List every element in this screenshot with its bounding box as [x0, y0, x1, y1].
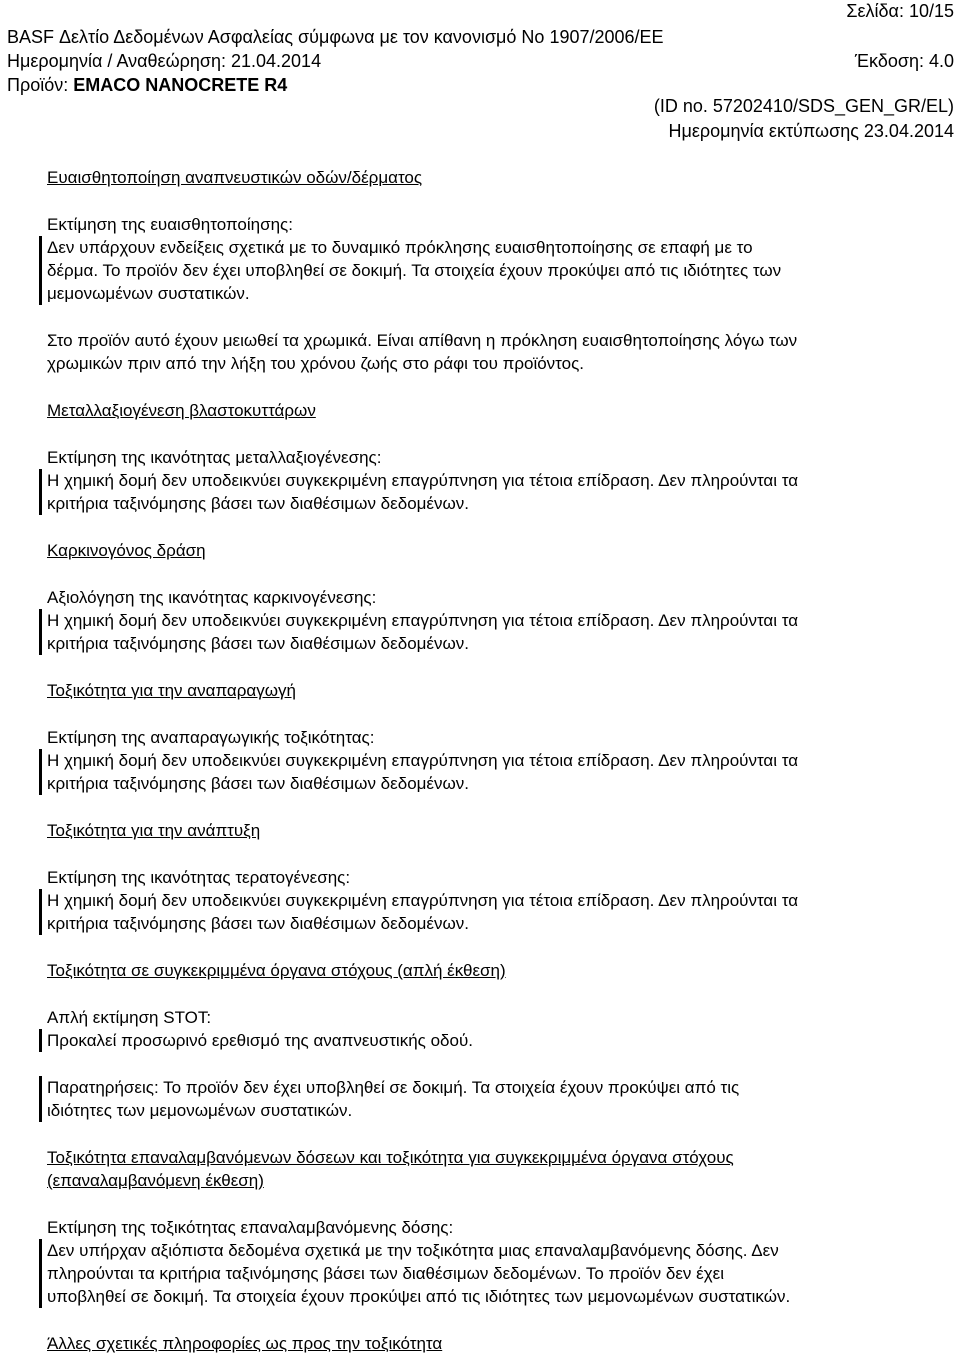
print-date: Ημερομηνία εκτύπωσης 23.04.2014: [668, 121, 954, 141]
page-number: Σελίδα: 10/15: [846, 1, 954, 21]
document-header: [0, 0, 960, 150]
text-line: Δεν υπήρχαν αξιόπιστα δεδομένα σχετικά με την τοξικότητα μιας επαναλαμβανόμενης δόσης. Δεν: [47, 1241, 779, 1260]
revision-date: Ημερομηνία / Αναθεώρηση: 21.04.2014: [7, 51, 322, 71]
text-line: πληρούνται τα κριτήρια ταξινόμησης βάσει των διαθέσιμων δεδομένων. Το προϊόν δεν έχει: [47, 1264, 724, 1283]
text-line: υποβληθεί σε δοκιμή. Τα στοιχεία έχουν προκύψει από τις ιδιότητες των μεμονωμένων συστατικών.: [47, 1287, 791, 1306]
section-heading-stot-single: Τοξικότητα σε συγκεκριμμένα όργανα στόχους (απλή έκθεση): [47, 961, 506, 980]
assessment-text: [39, 609, 947, 655]
assessment-label: Αξιολόγηση της ικανότητας καρκινογένεσης:: [47, 588, 377, 607]
document-body: [47, 166, 947, 1355]
section-heading-developmental: Τοξικότητα για την ανάπτυξη: [47, 821, 261, 840]
text-line: Η χημική δομή δεν υποδεικνύει συγκεκριμένη επαγρύπνηση για τέτοια επίδραση. Δεν πληρούνται τα: [47, 751, 799, 770]
section-heading-reproductive: Τοξικότητα για την αναπαραγωγή: [47, 681, 296, 700]
document-title: BASF Δελτίο Δεδομένων Ασφαλείας σύμφωνα με τον κανονισμό No 1907/2006/ΕΕ: [7, 27, 664, 47]
assessment-text: [39, 469, 947, 515]
text-line: κριτήρια ταξινόμησης βάσει των διαθέσιμων δεδομένων.: [47, 774, 470, 793]
product-label: Προϊόν:: [7, 75, 74, 95]
section-heading-sensitization: Ευαισθητοποίηση αναπνευστικών οδών/δέρματος: [47, 168, 423, 187]
text-line: Η χημική δομή δεν υποδεικνύει συγκεκριμένη επαγρύπνηση για τέτοια επίδραση. Δεν πληρούνται τα: [47, 891, 799, 910]
text-line: δέρμα. Το προϊόν δεν έχει υποβληθεί σε δοκιμή. Τα στοιχεία έχουν προκύψει από τις ιδιότητες των: [47, 261, 782, 280]
text-line: Η χημική δομή δεν υποδεικνύει συγκεκριμένη επαγρύπνηση για τέτοια επίδραση. Δεν πληρούνται τα: [47, 471, 799, 490]
assessment-label: Απλή εκτίμηση STOT:: [47, 1008, 212, 1027]
text-line: Η χημική δομή δεν υποδεικνύει συγκεκριμένη επαγρύπνηση για τέτοια επίδραση. Δεν πληρούνται τα: [47, 611, 799, 630]
text-line: μεμονωμένων συστατικών.: [47, 284, 250, 303]
product-name: EMACO NANOCRETE R4: [73, 75, 288, 95]
section-heading-mutagenicity: Μεταλλαξιογένεση βλαστοκυττάρων: [47, 401, 316, 420]
text-line: Παρατηρήσεις: Το προϊόν δεν έχει υποβληθεί σε δοκιμή. Τα στοιχεία έχουν προκύψει από τις: [47, 1078, 740, 1097]
assessment-label: Εκτίμηση της ικανότητας τερατογένεσης:: [47, 868, 351, 887]
assessment-label: Εκτίμηση της αναπαραγωγικής τοξικότητας:: [47, 728, 375, 747]
section-heading-stot-repeated: Τοξικότητα επαναλαμβανόμενων δόσεων και τοξικότητα για συγκεκριμμένα όργανα στόχους: [47, 1148, 734, 1167]
note-line: Στο προϊόν αυτό έχουν μειωθεί τα χρωμικά. Είναι απίθανη η πρόκληση ευαισθητοποίησης λόγω των: [47, 331, 798, 350]
assessment-text: [39, 1029, 947, 1052]
assessment-text: [39, 749, 947, 795]
assessment-text: [39, 889, 947, 935]
assessment-text: [39, 1239, 947, 1308]
section-heading-carcinogenicity: Καρκινογόνος δράση: [47, 541, 206, 560]
id-number: (ID no. 57202410/SDS_GEN_GR/EL): [653, 96, 954, 116]
product-line: [7, 74, 287, 96]
text-line: κριτήρια ταξινόμησης βάσει των διαθέσιμων δεδομένων.: [47, 634, 470, 653]
assessment-label: Εκτίμηση της ευαισθητοποίησης:: [47, 215, 293, 234]
text-line: κριτήρια ταξινόμησης βάσει των διαθέσιμων δεδομένων.: [47, 914, 470, 933]
text-line: Δεν υπάρχουν ενδείξεις σχετικά με το δυναμικό πρόκλησης ευαισθητοποίησης σε επαφή με το: [47, 238, 753, 257]
text-line: Προκαλεί προσωρινό ερεθισμό της αναπνευστικής οδού.: [47, 1031, 473, 1050]
section-heading-other: Άλλες σχετικές πληροφορίες ως προς την τοξικότητα: [47, 1334, 443, 1353]
section-heading-stot-repeated-cont: (επαναλαμβανόμενη έκθεση): [47, 1171, 264, 1190]
remarks-text: [39, 1076, 947, 1122]
text-line: ιδιότητες των μεμονωμένων συστατικών.: [47, 1101, 353, 1120]
text-line: κριτήρια ταξινόμησης βάσει των διαθέσιμων δεδομένων.: [47, 494, 470, 513]
version: Έκδοση: 4.0: [854, 51, 954, 71]
note-line: χρωμικών πριν από την λήξη του χρόνου ζωής στο ράφι του προϊόντος.: [47, 354, 585, 373]
assessment-label: Εκτίμηση της ικανότητας μεταλλαξιογένεσης:: [47, 448, 382, 467]
assessment-label: Εκτίμηση της τοξικότητας επαναλαμβανόμενης δόσης:: [47, 1218, 454, 1237]
assessment-text: [39, 236, 947, 305]
